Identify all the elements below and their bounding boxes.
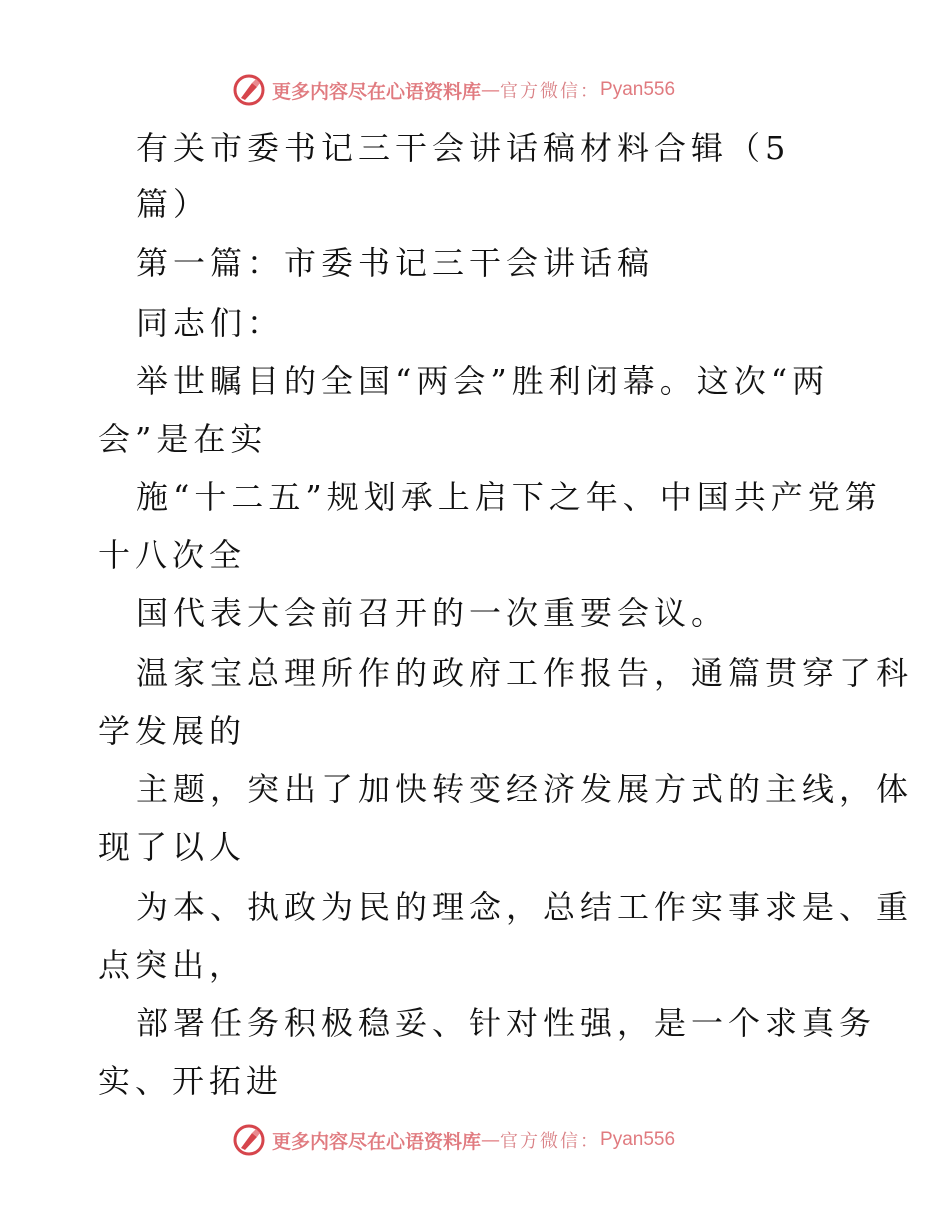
doc-line: 施“十二五”规划承上启下之年、中国共产党第 bbox=[136, 478, 882, 516]
banner-dash: — bbox=[481, 1129, 501, 1151]
pen-nib-logo-icon bbox=[232, 73, 266, 107]
doc-line: 为本、执政为民的理念，总结工作实事求是、重 bbox=[136, 888, 914, 926]
doc-line: 部署任务积极稳妥、针对性强，是一个求真务 bbox=[136, 1004, 877, 1042]
site-name: 更多内容尽在心语资料库 bbox=[272, 1130, 482, 1153]
pen-nib-logo-icon bbox=[232, 1123, 266, 1157]
banner-dash: — bbox=[481, 79, 501, 101]
doc-line: 有关市委书记三干会讲话稿材料合辑（5 bbox=[136, 129, 791, 167]
doc-line: 学发展的 bbox=[98, 712, 247, 750]
wechat-id: Pyan556 bbox=[600, 1129, 676, 1150]
doc-line: 主题，突出了加快转变经济发展方式的主线，体 bbox=[136, 770, 914, 808]
doc-line: 现了以人 bbox=[98, 828, 247, 866]
doc-line: 十八次全 bbox=[98, 536, 247, 574]
doc-line: 同志们： bbox=[136, 304, 285, 342]
doc-line: 举世瞩目的全国“两会”胜利闭幕。这次“两 bbox=[136, 362, 830, 400]
doc-line: 篇） bbox=[136, 185, 211, 223]
doc-line: 第一篇：市委书记三干会讲话稿 bbox=[136, 244, 655, 282]
header-banner bbox=[232, 72, 675, 108]
doc-line: 点突出， bbox=[98, 946, 247, 984]
wechat-id: Pyan556 bbox=[600, 79, 676, 100]
doc-line: 会”是在实 bbox=[98, 420, 268, 458]
doc-line: 国代表大会前召开的一次重要会议。 bbox=[136, 594, 729, 632]
footer-banner bbox=[232, 1122, 675, 1158]
wechat-label: 官方微信： bbox=[500, 81, 601, 102]
doc-line: 温家宝总理所作的政府工作报告，通篇贯穿了科 bbox=[136, 654, 914, 692]
wechat-label: 官方微信： bbox=[500, 1131, 601, 1152]
doc-line: 实、开拓进 bbox=[98, 1062, 284, 1100]
site-name: 更多内容尽在心语资料库 bbox=[272, 80, 482, 103]
